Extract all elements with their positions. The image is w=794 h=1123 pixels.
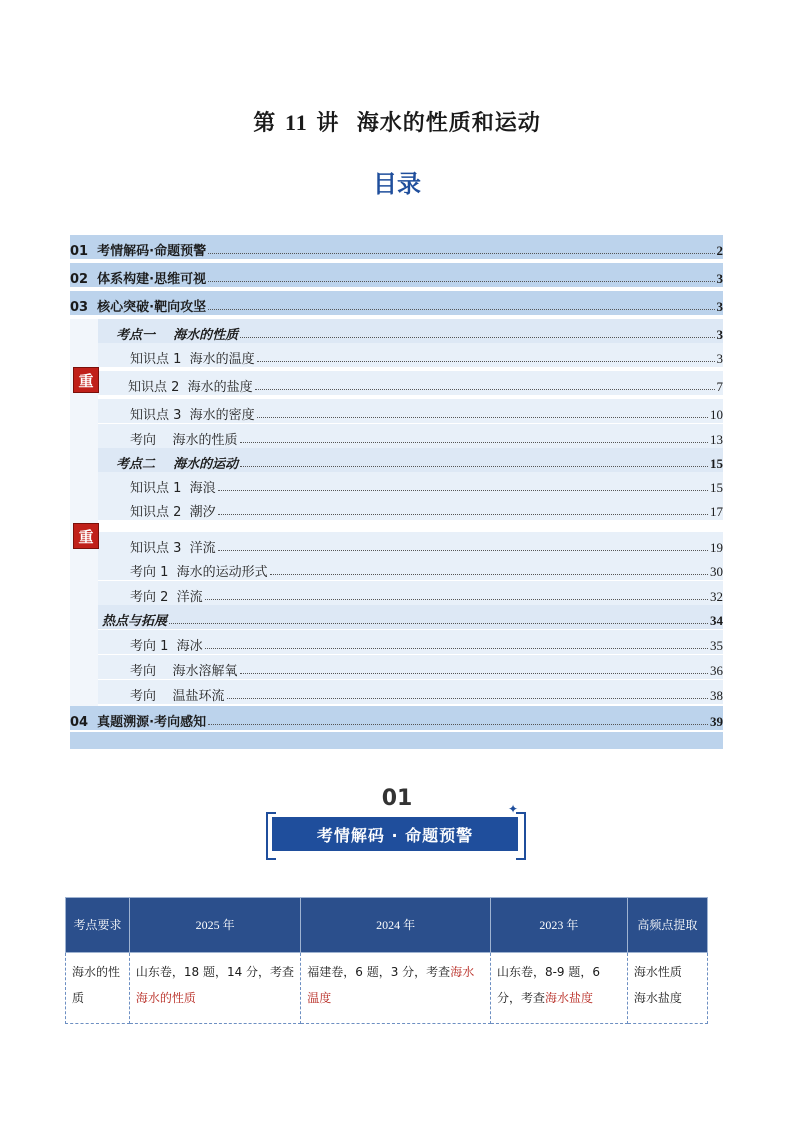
toc-entry[interactable] xyxy=(98,424,723,448)
header-cell: 考点要求 xyxy=(66,898,130,953)
toc-entry-page: 39 xyxy=(710,714,723,729)
toc-entry-page: 32 xyxy=(710,589,723,604)
frequent-point: 海水性质 xyxy=(633,965,682,979)
toc-entry-label: 03 核心突破·靶向攻坚 xyxy=(70,300,207,315)
toc-entry-label: 01 考情解码·命题预警 xyxy=(70,244,207,259)
header-cell xyxy=(301,898,491,953)
header-cell xyxy=(490,898,627,953)
title-text: 讲 海水的性质和运动 xyxy=(316,111,541,136)
exam-topic-highlight: 海水温度 xyxy=(307,965,475,1005)
toc-entry-label: 热点与拓展 xyxy=(102,614,168,629)
toc-entry[interactable] xyxy=(70,263,723,287)
toc-entry-page: 15 xyxy=(710,456,723,471)
year-2024-cell xyxy=(301,953,491,1024)
toc-entry[interactable] xyxy=(98,496,723,520)
sparkle-icon: ✦ xyxy=(508,802,519,816)
toc-entry[interactable] xyxy=(70,706,723,730)
toc-leader-dots xyxy=(270,573,708,575)
toc-entry[interactable] xyxy=(98,399,723,423)
toc-leader-dots xyxy=(208,280,714,282)
topic-cell: 海水的性质 xyxy=(66,953,130,1024)
toc-entry-label: 考向 1 海水的运动形式 xyxy=(130,565,268,580)
toc-leader-dots xyxy=(240,465,708,467)
document-title xyxy=(0,106,794,137)
title-number: 11 xyxy=(284,110,308,135)
exam-info: 山东卷，18 题，14 分，考查 xyxy=(135,965,295,979)
toc-entry-page: 38 xyxy=(710,688,723,703)
toc-entry[interactable] xyxy=(98,472,723,496)
toc-leader-dots xyxy=(218,489,708,491)
title-prefix: 第 xyxy=(253,111,277,136)
header-year: 2024 年 xyxy=(376,918,416,932)
toc-leader-dots xyxy=(257,360,715,362)
exam-analysis-table xyxy=(65,897,708,1024)
toc-entry[interactable] xyxy=(70,291,723,315)
toc-entry-label: 04 真题溯源·考向感知 xyxy=(70,715,207,730)
header-year: 2023 年 xyxy=(539,918,579,932)
toc-entry-page: 3 xyxy=(716,299,723,314)
toc-entry-page: 36 xyxy=(710,663,723,678)
toc-leader-dots xyxy=(227,697,708,699)
toc-entry-page: 7 xyxy=(716,379,723,394)
toc-entry-page: 13 xyxy=(710,432,723,447)
toc-footer-bar xyxy=(70,732,723,749)
toc-entry[interactable] xyxy=(70,235,723,259)
toc-leader-dots xyxy=(240,336,714,338)
section-number: 01 xyxy=(381,786,413,811)
toc-entry[interactable] xyxy=(98,680,723,704)
toc-entry-page: 3 xyxy=(716,351,723,366)
toc-entry-page: 30 xyxy=(710,564,723,579)
year-2025-cell xyxy=(129,953,300,1024)
toc-leader-dots xyxy=(240,672,708,674)
exam-topic-highlight: 海水的性质 xyxy=(135,991,196,1005)
toc-entry-page: 35 xyxy=(710,638,723,653)
toc-entry-label: 考向 2 洋流 xyxy=(130,590,203,605)
toc-entry[interactable] xyxy=(98,532,723,556)
toc-entry-label: 知识点 3 洋流 xyxy=(130,541,216,556)
toc-entry-label: 考点二 海水的运动 xyxy=(116,457,239,472)
toc-leader-dots xyxy=(208,723,708,725)
toc-leader-dots xyxy=(257,416,708,418)
toc-entry-label: 知识点 1 海水的温度 xyxy=(130,352,255,367)
toc-entry-page: 3 xyxy=(716,327,723,342)
key-point-badge: 重 xyxy=(73,367,99,393)
toc-entry[interactable] xyxy=(98,581,723,605)
toc-entry-page: 34 xyxy=(710,613,723,628)
toc-entry-label: 考点一 海水的性质 xyxy=(116,328,239,343)
toc-leader-dots xyxy=(208,252,714,254)
frequent-point: 海水盐度 xyxy=(633,991,682,1005)
frequent-points-cell xyxy=(627,953,707,1024)
toc-entry-label: 知识点 2 潮汐 xyxy=(130,505,216,520)
toc-entry[interactable] xyxy=(98,556,723,580)
toc-leader-dots xyxy=(255,388,715,390)
toc-entry-label: 考向 温盐环流 xyxy=(130,689,225,704)
header-cell: 高频点提取 xyxy=(627,898,707,953)
toc-entry[interactable] xyxy=(98,448,723,472)
toc-entry-page: 2 xyxy=(716,243,723,258)
toc-entry-label: 02 体系构建·思维可视 xyxy=(70,272,207,287)
year-2023-cell xyxy=(490,953,627,1024)
header-cell xyxy=(129,898,300,953)
exam-info: 山东卷，8-9 题，6 分，考查 xyxy=(496,965,600,1005)
key-point-badge: 重 xyxy=(73,523,99,549)
toc-leader-dots xyxy=(240,441,708,443)
toc-entry-page: 17 xyxy=(710,504,723,519)
exam-info: 福建卷，6 题，3 分，考查 xyxy=(307,965,451,979)
toc-entry[interactable] xyxy=(98,630,723,654)
toc-entry[interactable] xyxy=(98,319,723,343)
toc-entry-label: 知识点 3 海水的密度 xyxy=(130,408,255,423)
toc-leader-dots xyxy=(208,308,714,310)
header-year: 2025 年 xyxy=(195,918,235,932)
toc-entry-label: 考向 1 海冰 xyxy=(130,639,203,654)
table-header-row xyxy=(66,898,708,953)
table-row xyxy=(66,953,708,1024)
toc-entry-page: 15 xyxy=(710,480,723,495)
toc-leader-dots xyxy=(205,598,708,600)
toc-entry-label: 考向 海水的性质 xyxy=(130,433,238,448)
toc-entry-page: 10 xyxy=(710,407,723,422)
toc-heading: 目录 xyxy=(373,170,421,198)
section-banner: 考情解码 · 命题预警 xyxy=(272,817,518,851)
toc-leader-dots xyxy=(205,647,708,649)
toc-leader-dots xyxy=(218,513,708,515)
toc-entry[interactable] xyxy=(98,655,723,679)
toc-entry-page: 3 xyxy=(716,271,723,286)
toc-leader-dots xyxy=(169,622,708,624)
toc-entry-label: 知识点 1 海浪 xyxy=(130,481,216,496)
toc-entry-label: 知识点 2 海水的盐度 xyxy=(128,380,253,395)
exam-topic-highlight: 海水盐度 xyxy=(544,991,593,1005)
toc-entry[interactable] xyxy=(98,605,723,629)
toc-leader-dots xyxy=(218,549,708,551)
toc-entry-label: 考向 海水溶解氧 xyxy=(130,664,238,679)
toc-entry[interactable] xyxy=(98,371,723,395)
toc-entry-page: 19 xyxy=(710,540,723,555)
toc-entry[interactable] xyxy=(98,343,723,367)
